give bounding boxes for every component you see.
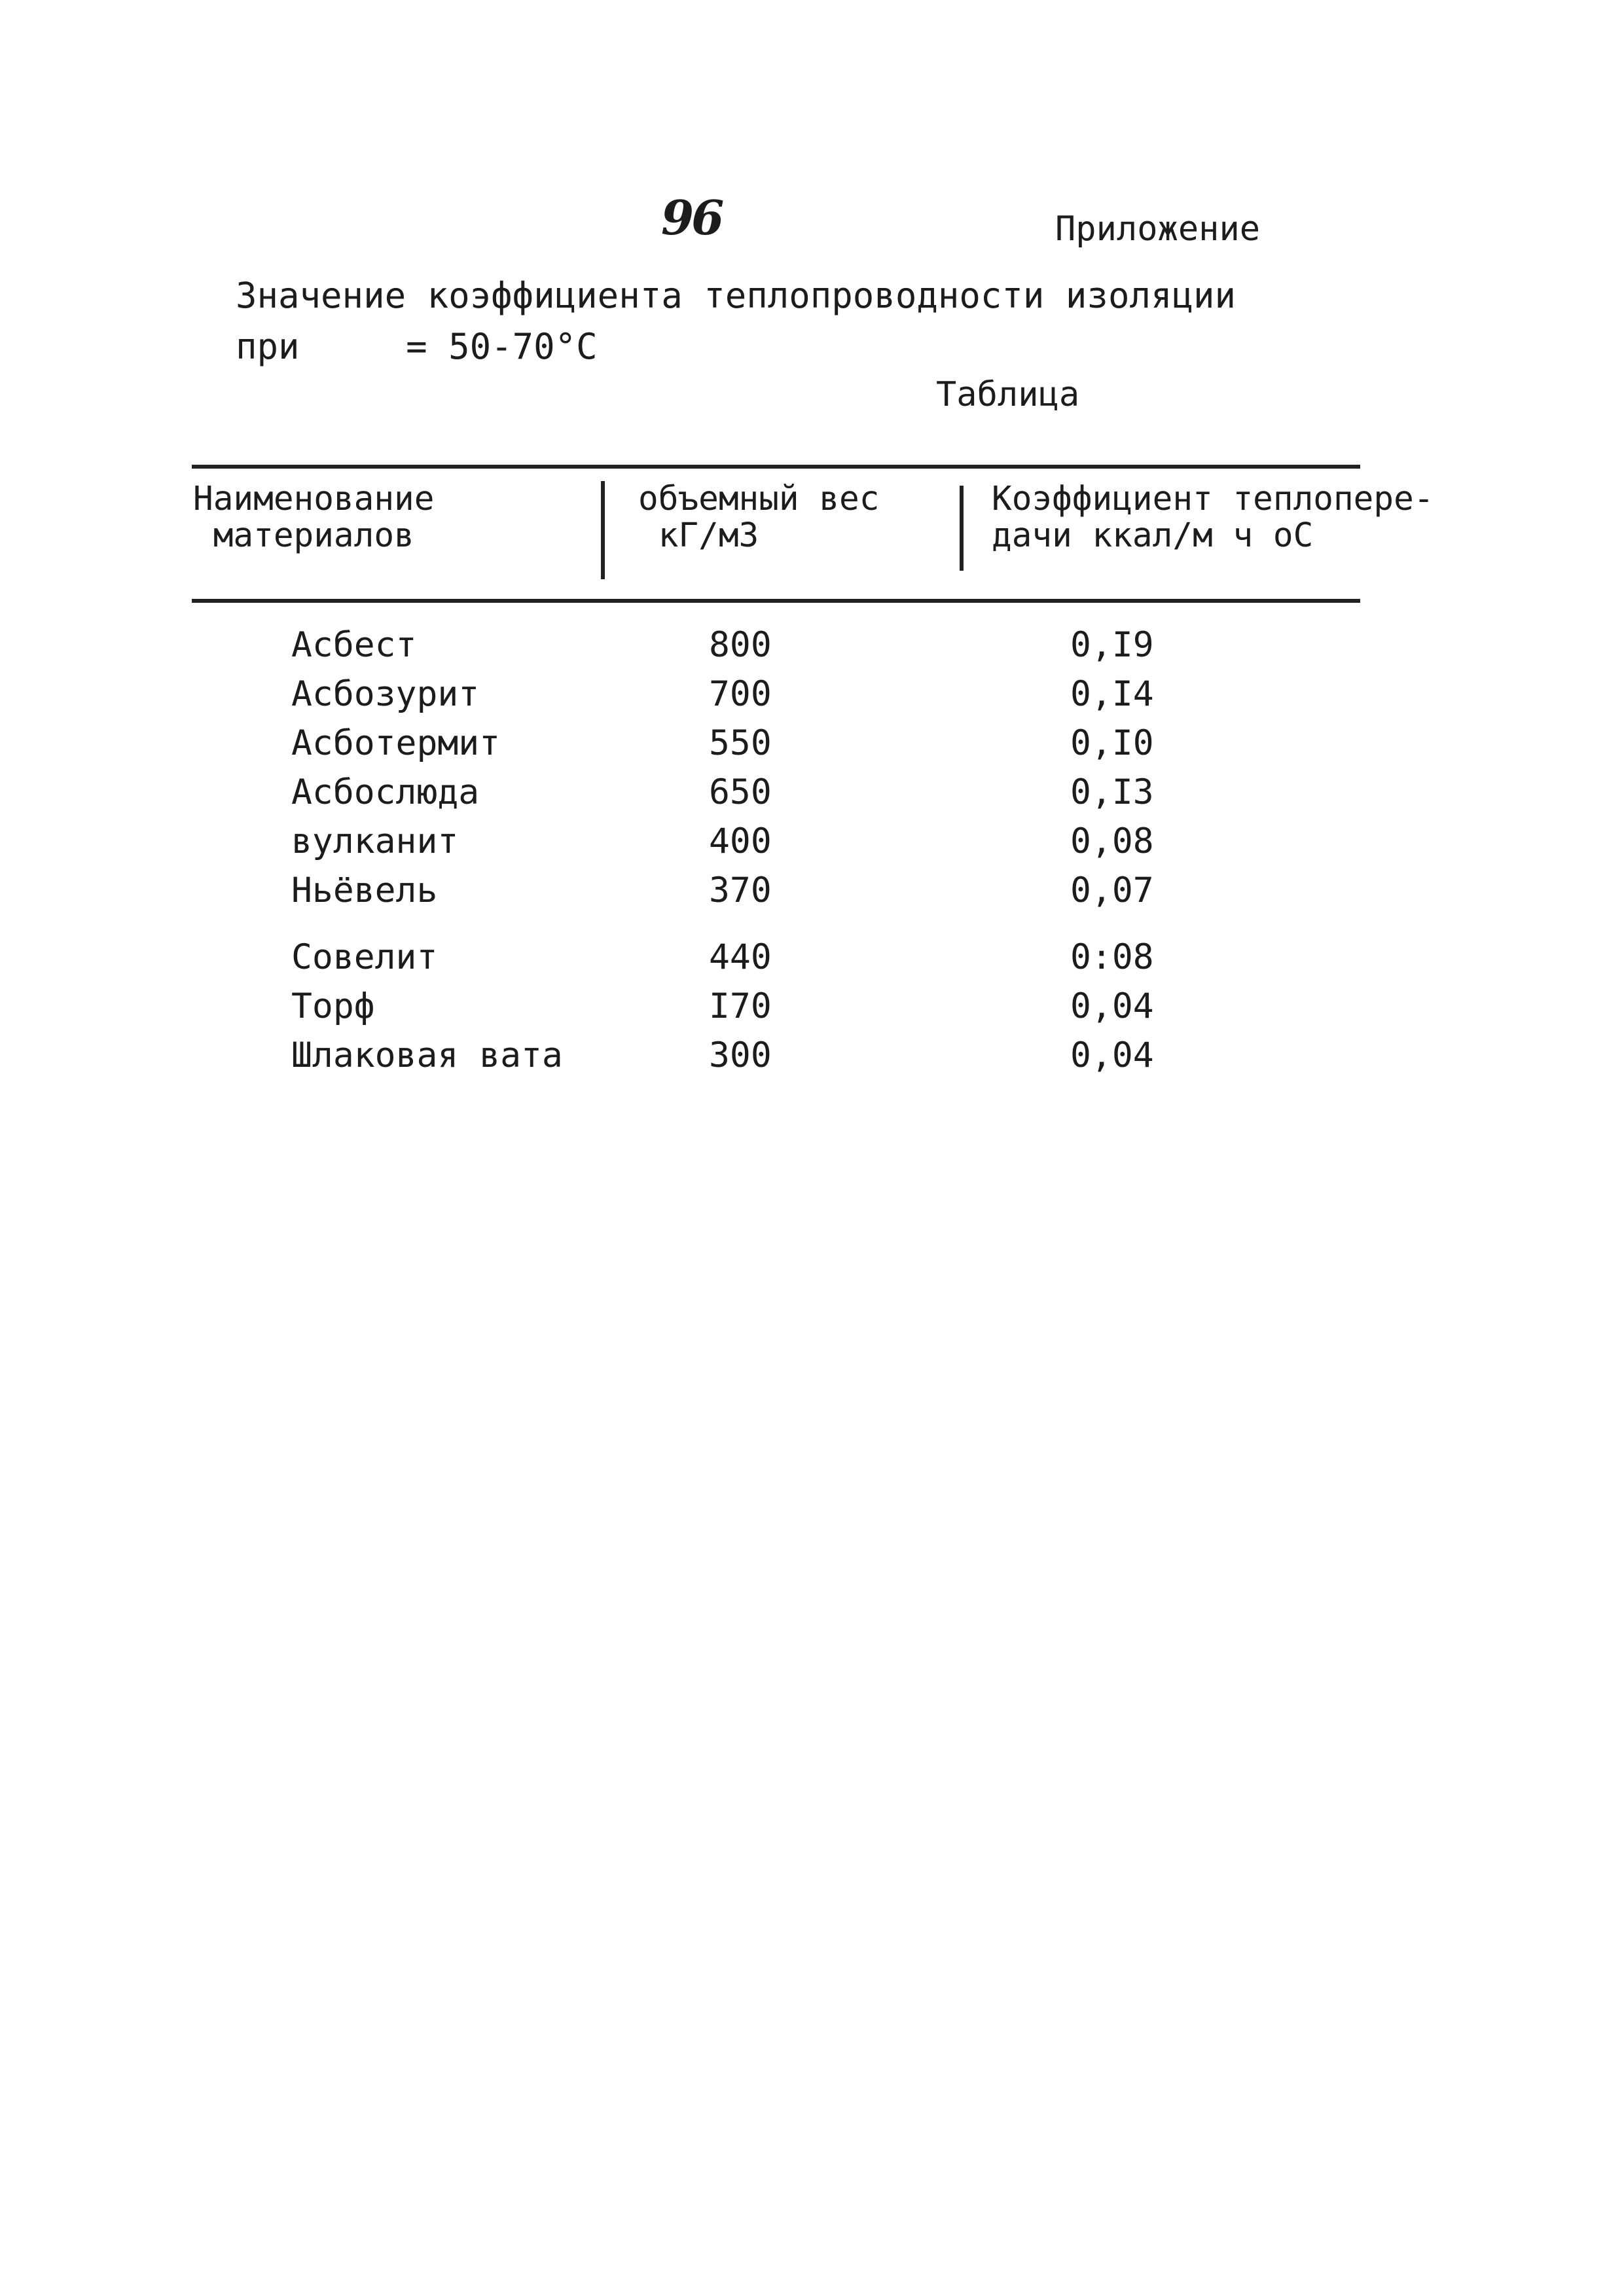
- table-header-rule: [192, 599, 1360, 603]
- header-bulk-weight-line1: объемный вес: [638, 480, 880, 518]
- temperature-condition: при = 50-70°С: [236, 326, 598, 367]
- header-coefficient-line1: Коэффициент теплопере-: [992, 480, 1434, 518]
- table-row: [0, 772, 1624, 821]
- table-row: [0, 870, 1624, 919]
- material-name: Асбозурит: [291, 674, 480, 714]
- material-name: вулканит: [291, 821, 459, 861]
- bulk-weight-value: 700: [709, 674, 772, 714]
- header-bulk-weight-line2: кГ/м3: [638, 516, 759, 555]
- material-name: Торф: [291, 986, 375, 1026]
- header-material-name-line1: Наименование: [193, 480, 435, 518]
- coefficient-value: 0,I4: [1070, 674, 1154, 714]
- bulk-weight-value: 440: [709, 937, 772, 977]
- material-name: Асбослюда: [291, 772, 480, 812]
- coefficient-value: 0:08: [1070, 937, 1154, 977]
- header-material-name: [193, 481, 434, 554]
- header-coefficient-line2: дачи ккал/м ч оС: [992, 516, 1314, 555]
- table-top-rule: [192, 465, 1360, 469]
- coefficient-value: 0,08: [1070, 821, 1154, 861]
- header-bulk-weight: [638, 481, 879, 554]
- coefficient-value: 0,I9: [1070, 625, 1154, 665]
- table-row: [0, 625, 1624, 673]
- bulk-weight-value: 800: [709, 625, 772, 665]
- table-row: [0, 821, 1624, 870]
- page-number: 96: [661, 190, 722, 245]
- material-name: Ньёвель: [291, 870, 438, 910]
- coefficient-value: 0,I3: [1070, 772, 1154, 812]
- table-row: [0, 723, 1624, 772]
- coefficient-value: 0,07: [1070, 870, 1154, 910]
- header-separator-1: [601, 481, 605, 579]
- bulk-weight-value: 400: [709, 821, 772, 861]
- bulk-weight-value: 300: [709, 1035, 772, 1075]
- header-material-name-line2: материалов: [193, 516, 414, 555]
- document-title: Значение коэффициента теплопроводности изоляции: [236, 275, 1236, 316]
- table-row: [0, 986, 1624, 1035]
- bulk-weight-value: 550: [709, 723, 772, 763]
- table-row: [0, 1035, 1624, 1084]
- table-row: [0, 674, 1624, 723]
- material-name: Шлаковая вата: [291, 1035, 563, 1075]
- bulk-weight-value: 370: [709, 870, 772, 910]
- appendix-label: Приложение: [1055, 209, 1261, 249]
- material-name: Асбест: [291, 625, 417, 665]
- table-label: Таблица: [936, 375, 1080, 414]
- material-name: Совелит: [291, 937, 438, 977]
- coefficient-value: 0,04: [1070, 986, 1154, 1026]
- coefficient-value: 0,04: [1070, 1035, 1154, 1075]
- header-coefficient: [992, 481, 1434, 554]
- coefficient-value: 0,I0: [1070, 723, 1154, 763]
- table-row: [0, 937, 1624, 986]
- bulk-weight-value: I70: [709, 986, 772, 1026]
- material-name: Асботермит: [291, 723, 501, 763]
- header-separator-2: [960, 486, 964, 571]
- bulk-weight-value: 650: [709, 772, 772, 812]
